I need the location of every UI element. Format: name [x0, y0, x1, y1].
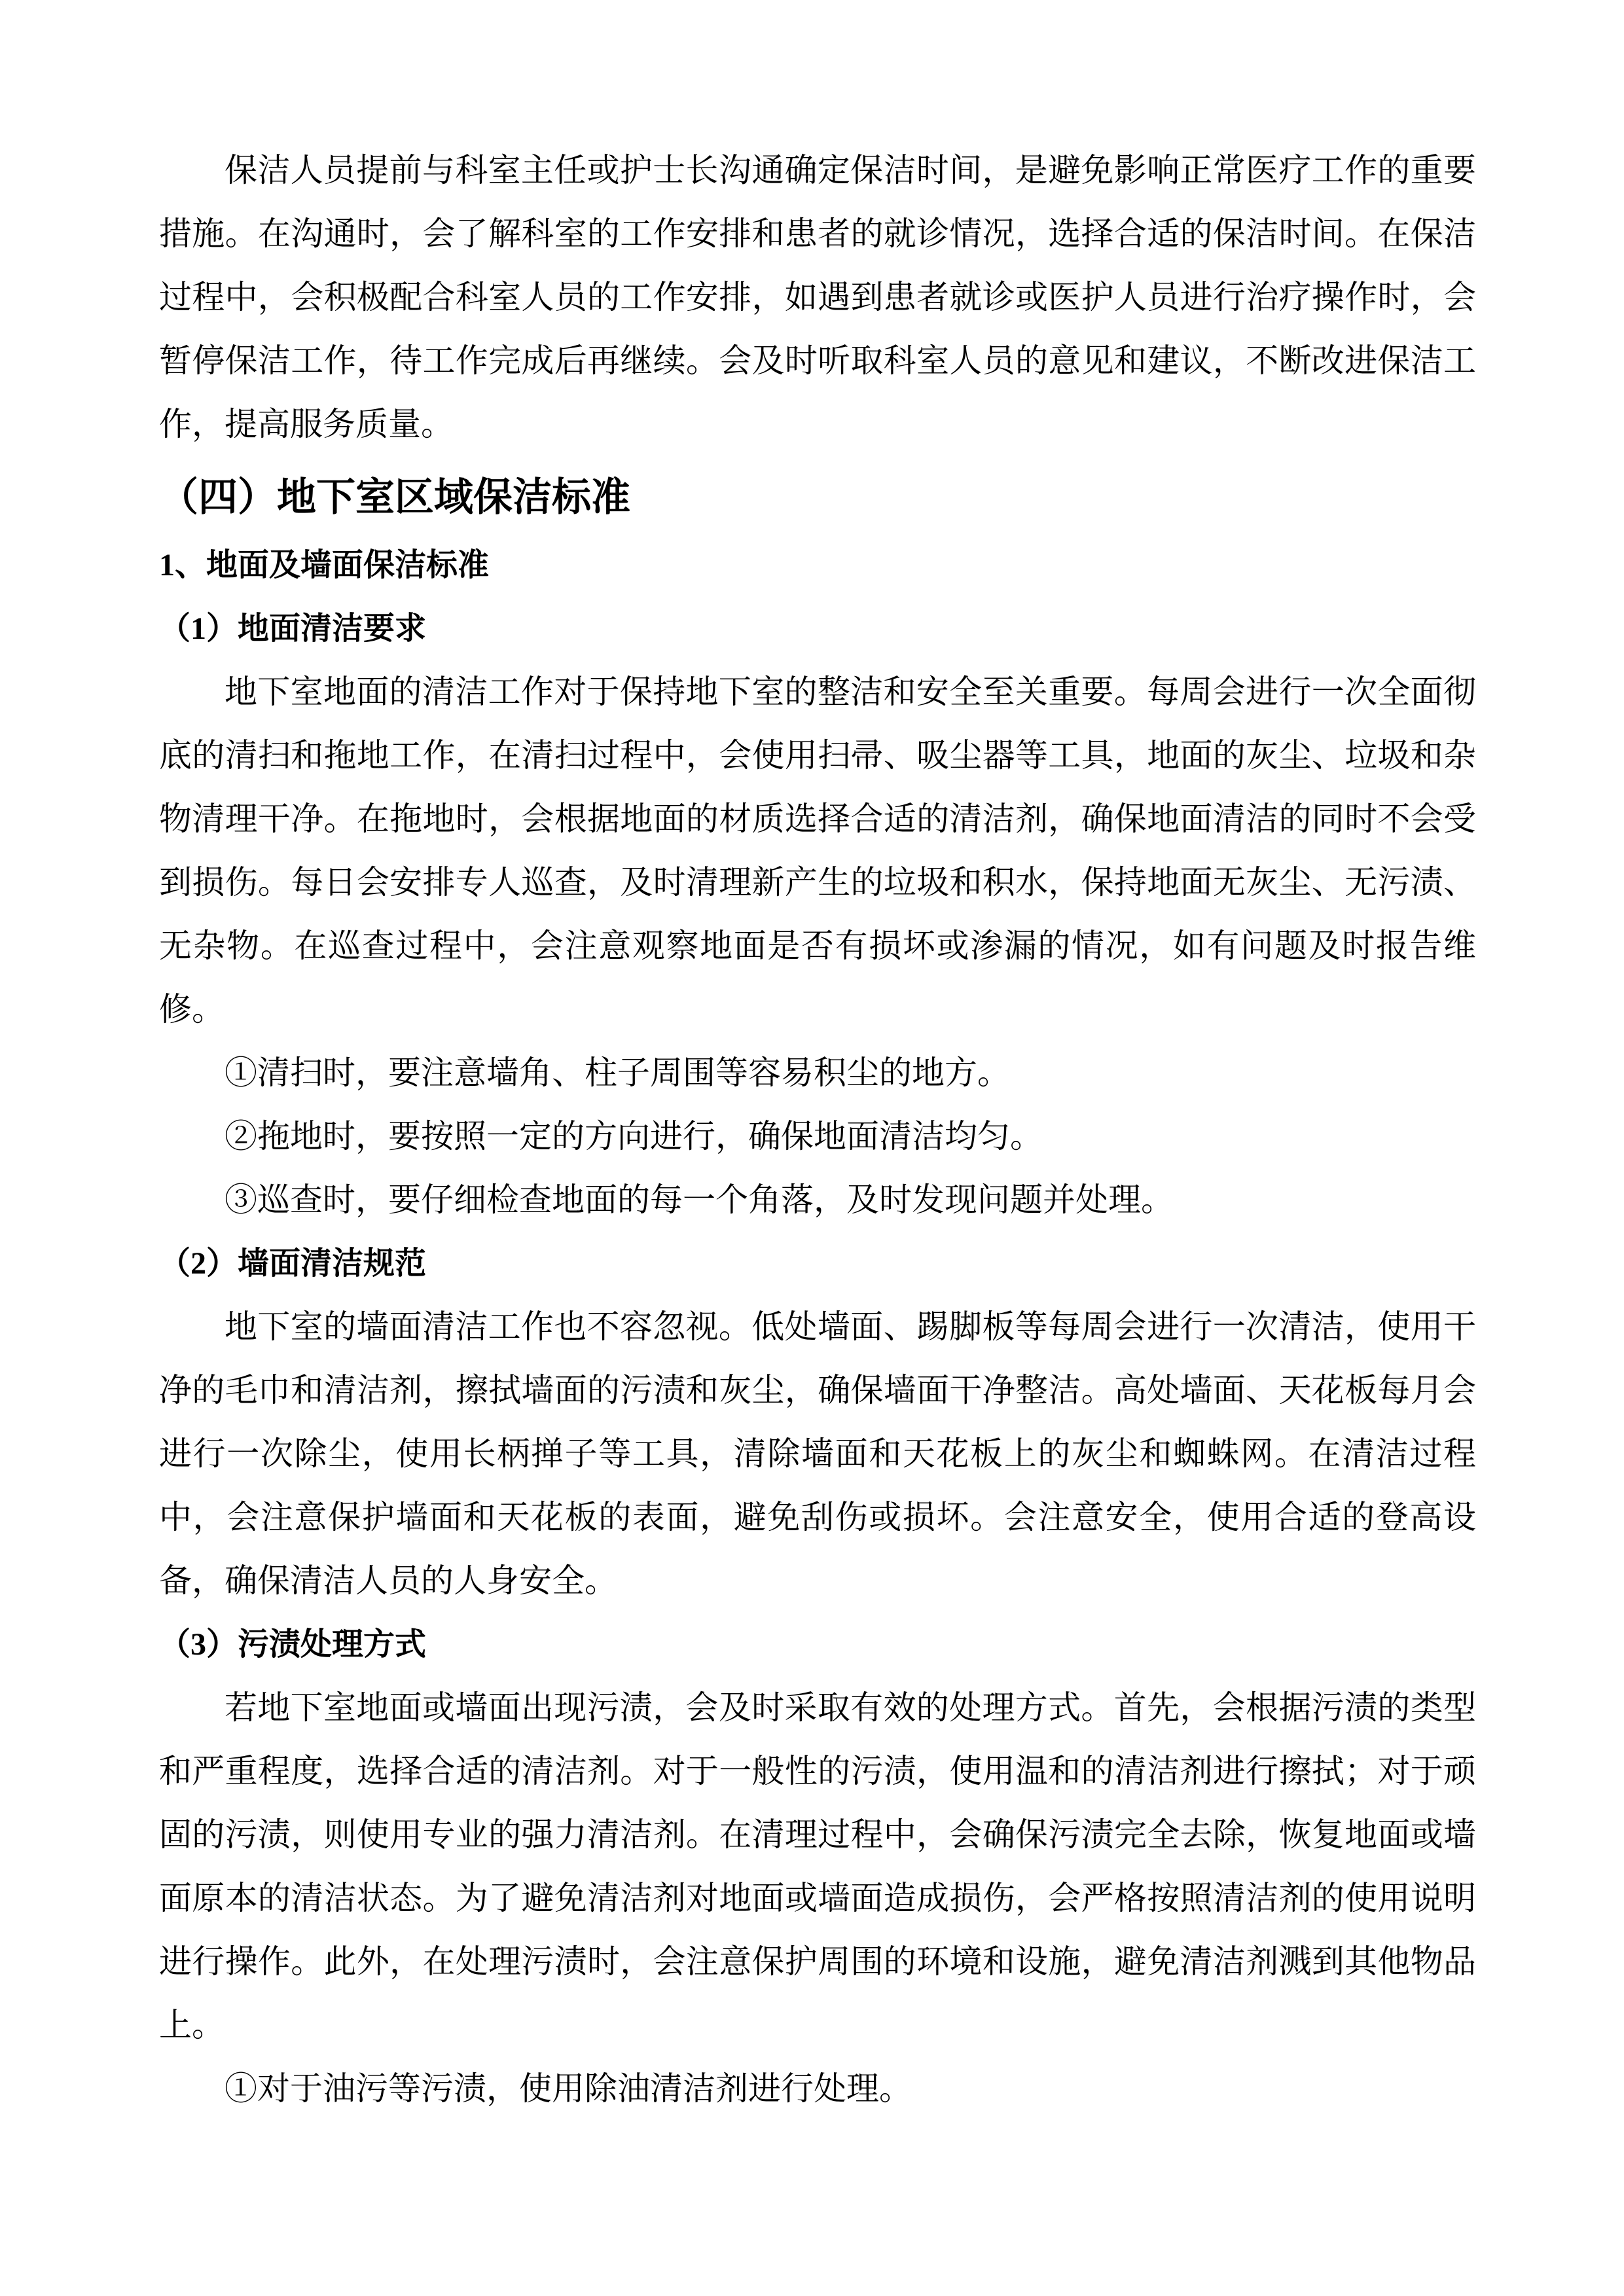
subsection-heading: 1、地面及墙面保洁标准 — [159, 548, 490, 583]
wall-cleaning-paragraph: 地下室的墙面清洁工作也不容忽视。低处墙面、踢脚板等每周会进行一次清洁，使用干净的毛巾和清洁剂，擦拭墙面的污渍和灰尘，确保墙面干净整洁。高处墙面、天花板每月会进行一次除尘，使用长柄掸子等工具，清除墙面和天花板上的灰尘和蜘蛛网。在清洁过程中，会注意保护墙面和天花板的表面，避免刮伤或损坏。会注意安全，使用合适的登高设备，确保清洁人员的人身安全。 — [159, 1308, 1476, 1599]
floor-cleaning-paragraph: 地下室地面的清洁工作对于保持地下室的整洁和安全至关重要。每周会进行一次全面彻底的清扫和拖地工作，在清扫过程中，会使用扫帚、吸尘器等工具，地面的灰尘、垃圾和杂物清理干净。在拖地时，会根据地面的材质选择合适的清洁剂，确保地面清洁的同时不会受到损伤。每日会安排专人巡查，及时清理新产生的垃圾和积水，保持地面无灰尘、无污渍、无杂物。在巡查过程中，会注意观察地面是否有损坏或渗漏的情况，如有问题及时报告维修。 — [159, 673, 1476, 1028]
stain-treatment-heading: （3）污渍处理方式 — [159, 1627, 427, 1662]
stain-treatment-item-1: ①对于油污等污渍，使用除油清洁剂进行处理。 — [225, 2070, 912, 2107]
floor-cleaning-item-1: ①清扫时，要注意墙角、柱子周围等容易积尘的地方。 — [225, 1054, 1010, 1091]
wall-cleaning-heading: （2）墙面清洁规范 — [159, 1246, 427, 1281]
floor-cleaning-item-3: ③巡查时，要仔细检查地面的每一个角落，及时发现问题并处理。 — [225, 1181, 1174, 1218]
stain-treatment-paragraph: 若地下室地面或墙面出现污渍，会及时采取有效的处理方式。首先，会根据污渍的类型和严重程度，选择合适的清洁剂。对于一般性的污渍，使用温和的清洁剂进行擦拭；对于顽固的污渍，则使用专业的强力清洁剂。在清理过程中，会确保污渍完全去除，恢复地面或墙面原本的清洁状态。为了避免清洁剂对地面或墙面造成损伤，会严格按照清洁剂的使用说明进行操作。此外，在处理污渍时，会注意保护周围的环境和设施，避免清洁剂溅到其他物品上。 — [159, 1689, 1476, 2043]
floor-cleaning-heading: （1）地面清洁要求 — [159, 611, 427, 646]
intro-paragraph: 保洁人员提前与科室主任或护士长沟通确定保洁时间，是避免影响正常医疗工作的重要措施。在沟通时，会了解科室的工作安排和患者的就诊情况，选择合适的保洁时间。在保洁过程中，会积极配合科室人员的工作安排，如遇到患者就诊或医护人员进行治疗操作时，会暂停保洁工作，待工作完成后再继续。会及时听取科室人员的意见和建议，不断改进保洁工作，提高服务质量。 — [159, 152, 1476, 442]
document-content — [159, 139, 1476, 2121]
section-heading: （四）地下室区域保洁标准 — [159, 476, 630, 519]
floor-cleaning-item-2: ②拖地时，要按照一定的方向进行，确保地面清洁均匀。 — [225, 1118, 1043, 1155]
